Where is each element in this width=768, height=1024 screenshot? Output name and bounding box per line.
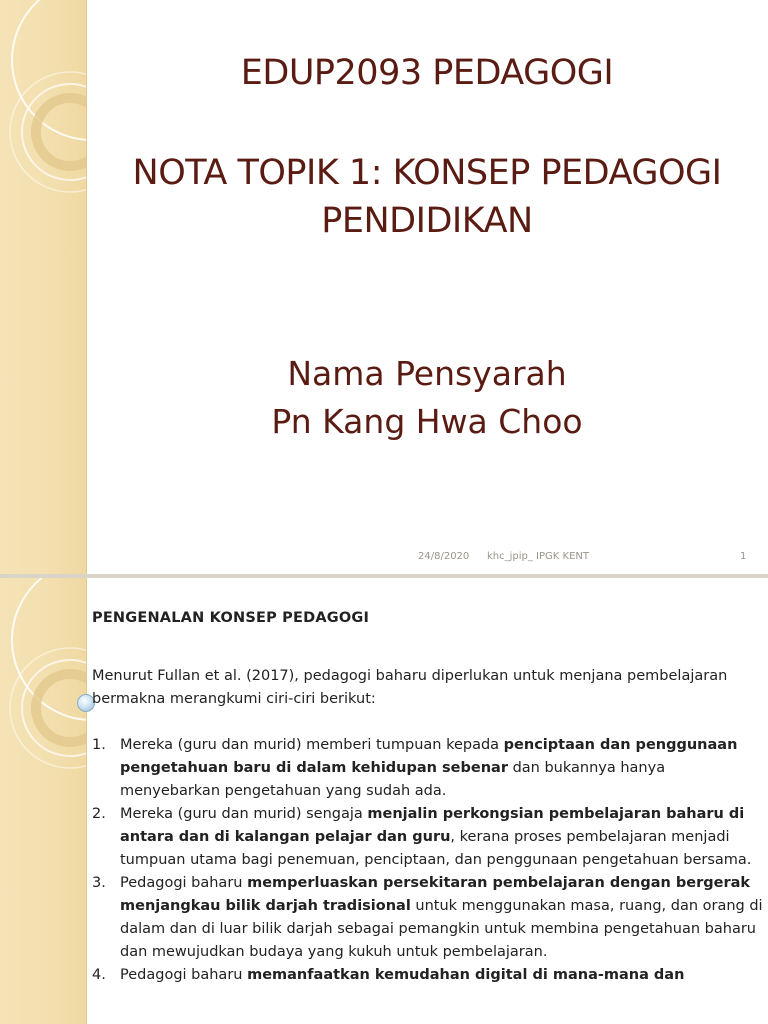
footer-date: 24/8/2020 (418, 551, 470, 562)
list-text: dan bukannya hanya menyebarkan pengetahuan yang sudah ada. (120, 760, 666, 799)
list-number: 1. (92, 737, 106, 753)
list-bold-text: memperluaskan persekitaran pembelajaran dengan bergerak menjangkau bilik darjah tradisional (120, 875, 751, 914)
list-item (92, 803, 764, 872)
list-text: Mereka (guru dan murid) sengaja (120, 806, 368, 822)
decorative-circles (0, 578, 86, 1024)
decorative-side-strip (0, 0, 87, 574)
section-heading: PENGENALAN KONSEP PEDAGOGI (92, 610, 370, 626)
lecturer-name: Pn Kang Hwa Choo (271, 402, 583, 441)
list-number: 2. (92, 806, 106, 822)
footer-author: khc_jpip_ IPGK KENT (487, 551, 589, 562)
list-text: , kerana proses pembelajaran menjadi tumpuan utama bagi penemuan, penciptaan, dan penggunaan pengetahuan bersama. (120, 829, 752, 868)
decorative-side-strip (0, 578, 87, 1024)
characteristics-list (92, 734, 764, 987)
decorative-circles (0, 0, 86, 574)
topic-title-line2: PENDIDIKAN (321, 201, 533, 241)
footer-page-number: 1 (740, 551, 747, 562)
list-item (92, 872, 764, 964)
list-text: Pedagogi baharu (120, 967, 248, 983)
lecturer-label: Nama Pensyarah (287, 354, 567, 393)
list-text: Pedagogi baharu (120, 875, 248, 891)
list-number: 3. (92, 875, 106, 891)
list-text: untuk menggunakan masa, ruang, dan orang di dalam dan di luar bilik darjah sebagai pemangkin untuk membina pengetahuan baharu dan mewujudkan budaya yang kukuh untuk pembelajaran. (120, 898, 763, 960)
list-item (92, 734, 764, 803)
list-text: Mereka (guru dan murid) memberi tumpuan kepada (120, 737, 504, 753)
list-bold-text: menjalin perkongsian pembelajaran baharu di antara dan di kalangan pelajar dan guru (120, 806, 745, 845)
list-item (92, 964, 764, 987)
list-bold-text: memanfaatkan kemudahan digital di mana-mana dan (247, 967, 685, 983)
topic-title-line1: NOTA TOPIK 1: KONSEP PEDAGOGI (132, 153, 722, 193)
course-title: EDUP2093 PEDAGOGI (240, 53, 614, 93)
intro-paragraph: Menurut Fullan et al. (2017), pedagogi baharu diperlukan untuk menjana pembelajaran bermakna merangkumi ciri-ciri berikut: (92, 668, 728, 707)
list-number: 4. (92, 967, 106, 983)
list-bold-text: penciptaan dan penggunaan pengetahuan baru di dalam kehidupan sebenar (120, 737, 738, 776)
